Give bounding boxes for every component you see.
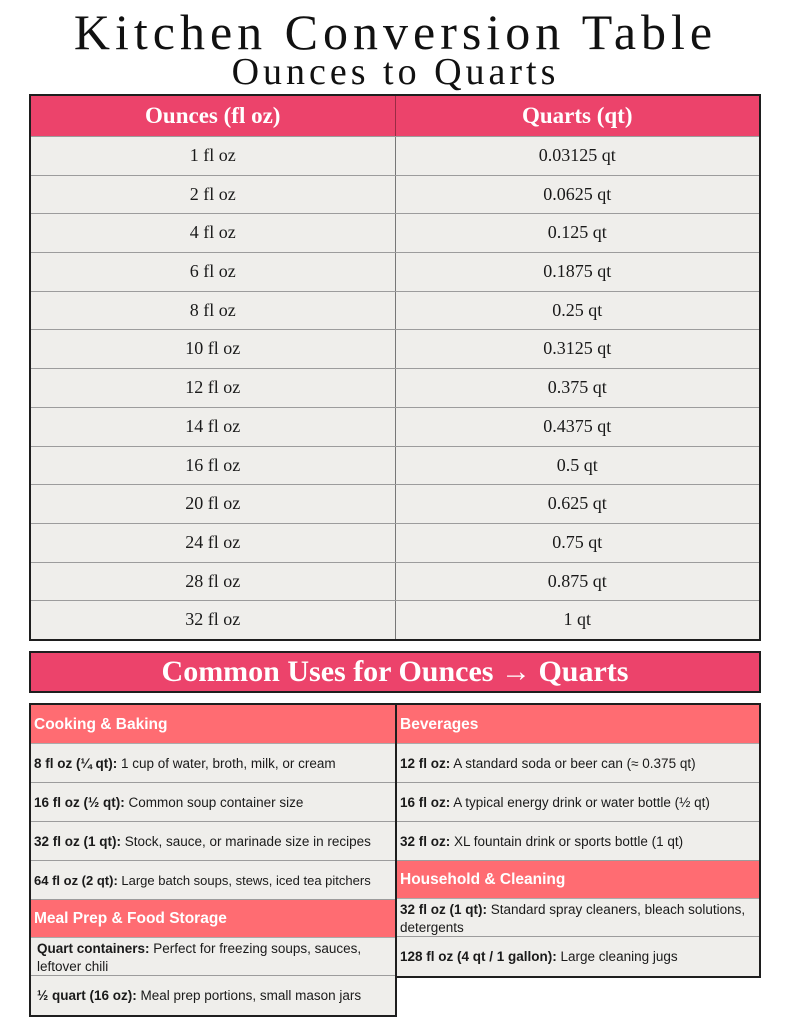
ounces-cell: 32 fl oz xyxy=(31,601,396,639)
list-item xyxy=(397,822,759,861)
ounces-cell: 1 fl oz xyxy=(31,137,396,175)
table-row xyxy=(31,136,759,175)
item-label: 12 fl oz: xyxy=(400,756,451,771)
quarts-cell: 0.4375 qt xyxy=(543,415,612,436)
ounces-cell: 6 fl oz xyxy=(31,253,396,291)
list-item xyxy=(31,861,395,900)
item-text: Common soup container size xyxy=(124,795,304,810)
table-row xyxy=(31,368,759,407)
item-text: Meal prep portions, small mason jars xyxy=(136,988,362,1003)
ounces-cell: 2 fl oz xyxy=(31,176,396,214)
ounces-cell: 14 fl oz xyxy=(31,408,396,446)
item-text: Standard spray cleaners, bleach solutions, detergents xyxy=(400,902,746,935)
table-row xyxy=(31,213,759,252)
item-text: XL fountain drink or sports bottle (1 qt) xyxy=(450,834,684,849)
page-subtitle: Ounces to Quarts xyxy=(231,51,560,93)
quarts-cell: 1 qt xyxy=(563,609,591,630)
uses-left-column xyxy=(29,703,397,1017)
quarts-cell: 0.5 qt xyxy=(556,454,598,475)
item-label: 128 fl oz (4 qt / 1 gallon): xyxy=(400,949,557,964)
item-label: 64 fl oz (2 qt): xyxy=(34,873,118,888)
ounces-cell: 16 fl oz xyxy=(31,447,396,485)
quarts-cell: 0.25 qt xyxy=(552,299,603,320)
conversion-table xyxy=(29,94,761,641)
quarts-cell: 0.125 qt xyxy=(547,222,607,243)
item-text: A standard soda or beer can (≈ 0.375 qt) xyxy=(450,756,696,771)
ounces-cell: 4 fl oz xyxy=(31,214,396,252)
column-header-ounces: Ounces (fl oz) xyxy=(31,96,396,136)
category-header-household: Household & Cleaning xyxy=(397,861,759,899)
list-item xyxy=(397,783,759,822)
quarts-cell: 0.375 qt xyxy=(547,377,607,398)
quarts-cell: 0.875 qt xyxy=(547,570,607,591)
list-item xyxy=(397,744,759,783)
item-label: 16 fl oz (½ qt): xyxy=(34,795,125,810)
category-header-cooking: Cooking & Baking xyxy=(31,705,395,744)
item-label: 32 fl oz (1 qt): xyxy=(34,834,121,849)
table-row xyxy=(31,562,759,601)
table-row xyxy=(31,329,759,368)
page-title: Kitchen Conversion Table xyxy=(73,4,718,60)
list-item xyxy=(31,976,395,1015)
quarts-cell: 0.625 qt xyxy=(547,493,607,514)
list-item xyxy=(31,822,395,861)
ounces-cell: 20 fl oz xyxy=(31,485,396,523)
table-row xyxy=(31,484,759,523)
list-item xyxy=(31,938,395,976)
item-text: 1 cup of water, broth, milk, or cream xyxy=(117,756,336,771)
category-header-meal-prep: Meal Prep & Food Storage xyxy=(31,900,395,938)
item-text: Large cleaning jugs xyxy=(556,949,678,964)
item-text: Perfect for freezing soups, sauces, leftover chili xyxy=(37,941,362,974)
list-item xyxy=(397,937,759,976)
table-row xyxy=(31,446,759,485)
table-row xyxy=(31,600,759,639)
category-header-beverages: Beverages xyxy=(397,705,759,744)
table-row xyxy=(31,407,759,446)
ounces-cell: 8 fl oz xyxy=(31,292,396,330)
table-row xyxy=(31,175,759,214)
list-item xyxy=(31,744,395,783)
ounces-cell: 10 fl oz xyxy=(31,330,396,368)
column-header-quarts: Quarts (qt) xyxy=(521,103,633,128)
quarts-cell: 0.1875 qt xyxy=(543,261,612,282)
table-row xyxy=(31,523,759,562)
item-label: 16 fl oz: xyxy=(400,795,451,810)
common-uses-banner: Common Uses for Ounces → Quarts xyxy=(29,651,761,693)
item-label: ½ quart (16 oz): xyxy=(37,988,137,1003)
list-item xyxy=(397,899,759,937)
quarts-cell: 0.3125 qt xyxy=(543,338,612,359)
item-label: 32 fl oz (1 qt): xyxy=(400,902,487,917)
item-label: 32 fl oz: xyxy=(400,834,451,849)
quarts-cell: 0.03125 qt xyxy=(538,145,616,165)
item-text: Stock, sauce, or marinade size in recipes xyxy=(121,834,371,849)
ounces-cell: 12 fl oz xyxy=(31,369,396,407)
list-item xyxy=(31,783,395,822)
conversion-table-header xyxy=(31,96,759,136)
item-label: Quart containers: xyxy=(37,941,150,956)
table-row xyxy=(31,291,759,330)
ounces-cell: 28 fl oz xyxy=(31,563,396,601)
quarts-cell: 0.0625 qt xyxy=(543,183,612,204)
ounces-cell: 24 fl oz xyxy=(31,524,396,562)
item-text: A typical energy drink or water bottle (½ qt) xyxy=(450,795,710,810)
quarts-cell: 0.75 qt xyxy=(552,531,603,552)
uses-right-column xyxy=(396,703,761,978)
item-text: Large batch soups, stews, iced tea pitchers xyxy=(117,873,371,888)
item-label: 8 fl oz (¼ qt): xyxy=(34,756,118,771)
table-row xyxy=(31,252,759,291)
